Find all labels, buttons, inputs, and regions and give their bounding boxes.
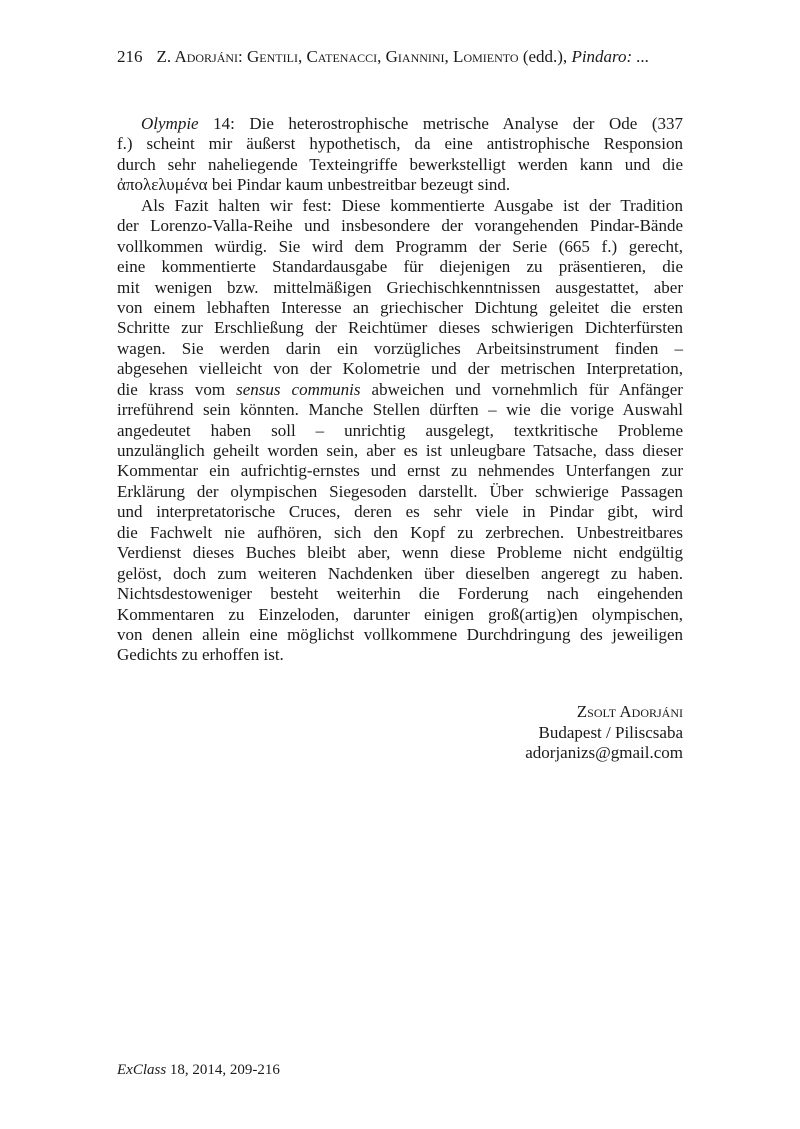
text-segment: Schritte zur Erschließung der Reichtümer dieses schwierigen Dichterfürsten bbox=[117, 318, 683, 338]
text-segment: f.) scheint mir äußerst hypothetisch, da eine antistrophische Responsion bbox=[117, 134, 683, 154]
author-place: Budapest / Piliscsaba bbox=[538, 722, 683, 742]
italic-text: Olympie bbox=[141, 114, 199, 133]
text-line bbox=[117, 645, 683, 665]
journal-name: ExClass bbox=[117, 1062, 167, 1078]
text-line bbox=[117, 605, 683, 625]
text-segment: irreführend sein könnten. Manche Stellen dürften – wie die vorige Auswahl bbox=[117, 400, 683, 420]
running-title-author: Z. Adorjáni: Gentili, Catenacci, Giannini, Lomiento bbox=[156, 47, 519, 66]
text-line bbox=[117, 114, 683, 134]
text-segment: unzulänglich geheilt worden sein, aber es ist unleugbare Tatsache, dass dieser bbox=[117, 441, 683, 460]
text-line bbox=[117, 359, 683, 379]
text-line bbox=[117, 175, 683, 195]
italic-text: sensus communis bbox=[236, 379, 361, 399]
text-segment: vollkommen würdig. Sie wird dem Programm der Serie (665 f.) gerecht, bbox=[117, 236, 683, 256]
text-line bbox=[117, 482, 683, 502]
text-line bbox=[117, 584, 683, 604]
text-line bbox=[117, 339, 683, 359]
running-header bbox=[117, 47, 649, 67]
text-segment: von denen allein eine möglichst vollkommene Durchdringung des jeweiligen bbox=[117, 624, 683, 644]
text-line bbox=[117, 298, 683, 318]
journal-citation: 18, 2014, 209-216 bbox=[166, 1062, 280, 1078]
text-line bbox=[117, 502, 683, 522]
text-segment: ἀπολελυμένα bei Pindar kaum unbestreitbar bezeugt sind. bbox=[117, 175, 511, 195]
text-line bbox=[117, 134, 683, 154]
text-segment: wagen. Sie werden darin ein vorzügliches Arbeitsinstrument finden – bbox=[117, 338, 683, 358]
author-name: Zsolt Adorjáni bbox=[576, 702, 683, 721]
text-line bbox=[117, 196, 683, 216]
text-line bbox=[117, 278, 683, 298]
text-segment: eine kommentierte Standardausgabe für diejenigen zu präsentieren, die bbox=[117, 257, 683, 277]
text-line bbox=[117, 523, 683, 543]
text-segment: Kommentaren zu Einzeloden, darunter einigen groß(artig)en olympischen, bbox=[117, 604, 683, 624]
text-line bbox=[117, 216, 683, 236]
text-line bbox=[117, 441, 683, 461]
text-segment: durch sehr naheliegende Texteingriffe bewerkstelligt werden kann und die bbox=[117, 154, 683, 174]
text-segment: gelöst, doch zum weiteren Nachdenken über dieselben angeregt zu haben. bbox=[117, 563, 683, 583]
text-segment: die krass vom bbox=[117, 379, 237, 399]
text-segment: Nichtsdestoweniger besteht weiterhin die Forderung nach eingehenden bbox=[117, 584, 683, 604]
text-segment: angedeutet haben soll – unrichtig ausgelegt, textkritische Probleme bbox=[117, 420, 683, 440]
footer-citation bbox=[117, 1062, 280, 1079]
text-segment: von einem lebhaften Interesse an griechischer Dichtung geleitet die ersten bbox=[117, 297, 683, 317]
author-email[interactable]: adorjanizs@gmail.com bbox=[525, 743, 683, 762]
text-line bbox=[117, 257, 683, 277]
text-line bbox=[117, 318, 683, 338]
review-body bbox=[117, 114, 683, 666]
text-segment: und interpretatorische Cruces, deren es sehr viele in Pindar gibt, wird bbox=[117, 502, 683, 522]
text-line bbox=[117, 155, 683, 175]
running-title-edd: (edd.), bbox=[518, 47, 572, 66]
text-segment: Verdienst dieses Buches bleibt aber, wenn diese Probleme nicht endgültig bbox=[117, 543, 683, 563]
paragraph bbox=[117, 114, 683, 196]
text-line bbox=[117, 237, 683, 257]
text-segment: Als Fazit halten wir fest: Diese kommentierte Ausgabe ist der Tradition bbox=[141, 195, 683, 215]
text-line bbox=[117, 625, 683, 645]
text-segment: 14: Die heterostrophische metrische Analyse der Ode (337 bbox=[198, 114, 683, 133]
running-title-book: Pindaro: ... bbox=[571, 47, 650, 66]
text-line bbox=[117, 461, 683, 481]
text-segment: abgesehen vielleicht von der Kolometrie und der metrischen Interpretation, bbox=[117, 359, 683, 379]
text-segment: abweichen und vornehmlich für Anfänger bbox=[360, 379, 683, 399]
text-line bbox=[117, 564, 683, 584]
text-line bbox=[117, 380, 683, 400]
text-line bbox=[117, 421, 683, 441]
text-segment: Erklärung der olympischen Siegesoden darstellt. Über schwierige Passagen bbox=[117, 481, 683, 501]
text-segment: Kommentar ein aufrichtig-ernstes und ernst zu nehmendes Unterfangen zur bbox=[117, 461, 683, 481]
text-line bbox=[117, 543, 683, 563]
text-line bbox=[117, 400, 683, 420]
text-segment: der Lorenzo-Valla-Reihe und insbesondere der vorangehenden Pindar-Bände bbox=[117, 216, 683, 236]
signature-block bbox=[525, 702, 683, 764]
text-segment: Gedichts zu erhoffen ist. bbox=[117, 645, 284, 665]
text-segment: die Fachwelt nie aufhören, sich den Kopf zu zerbrechen. Unbestreitbares bbox=[117, 522, 683, 542]
text-segment: mit wenigen bzw. mittelmäßigen Griechischkenntnissen ausgestattet, aber bbox=[117, 277, 683, 297]
paragraph bbox=[117, 196, 683, 666]
page-number: 216 bbox=[117, 47, 143, 66]
